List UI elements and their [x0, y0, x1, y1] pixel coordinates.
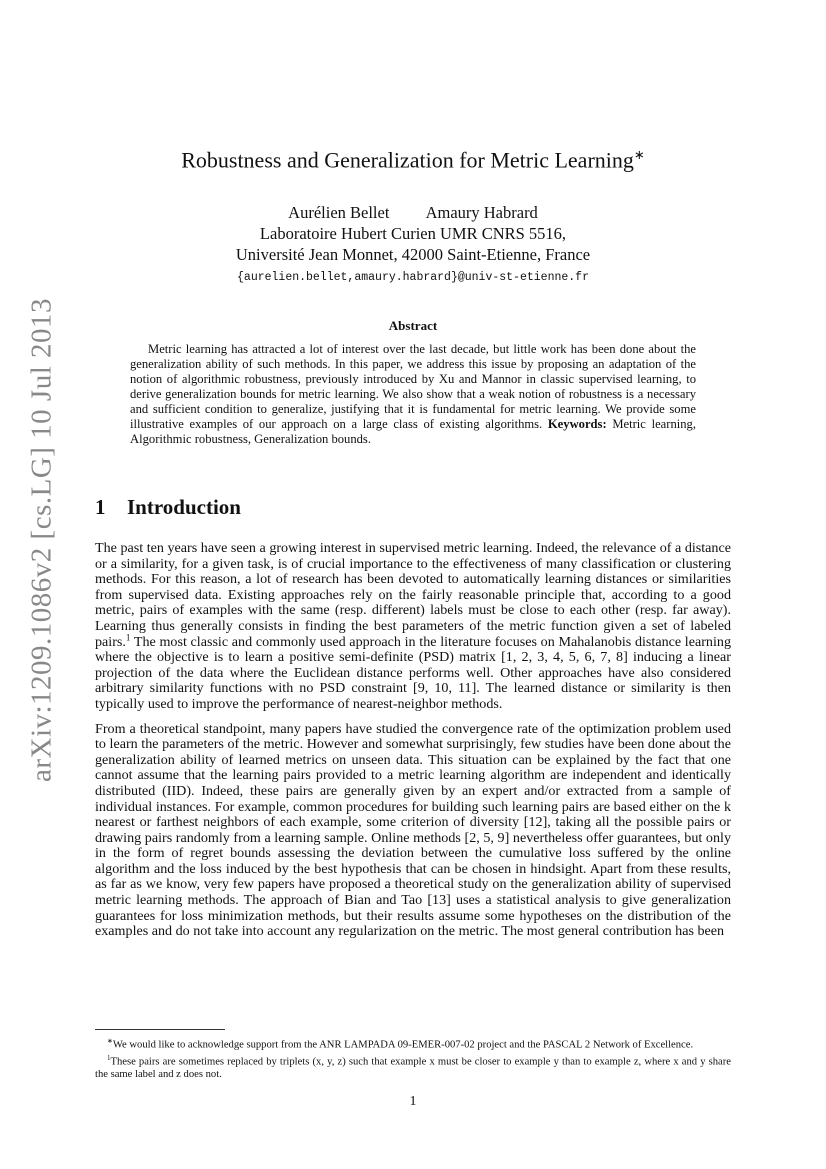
abstract-text: [130, 342, 696, 447]
footnote: [95, 1035, 731, 1052]
author-block: [95, 202, 731, 288]
section-heading: [95, 495, 241, 520]
footnote: [95, 1052, 731, 1082]
footnote-text: These pairs are sometimes replaced by triplets (x, y, z) such that example x must be closer to example y than to example z, where x and y share the same label and z does not.: [95, 1056, 731, 1081]
keywords-text: Metric learning, Algorithmic robustness, Generalization bounds.: [130, 417, 696, 446]
abstract-block: [130, 318, 696, 447]
footnote-mark: 1: [107, 1054, 111, 1063]
arxiv-identifier-text: arXiv:1209.1086v2 [cs.LG] 10 Jul 2013: [25, 297, 58, 783]
author-email: {aurelien.bellet,amaury.habrard}@univ-st-etienne.fr: [237, 271, 589, 284]
paper-title-text: Robustness and Generalization for Metric Learning: [181, 147, 634, 173]
footnote-mark: ∗: [107, 1037, 113, 1045]
keywords-label: Keywords:: [547, 417, 607, 431]
footnote-rule: [95, 1029, 225, 1030]
abstract-heading: Abstract: [388, 318, 438, 333]
body-text: [95, 541, 731, 949]
footnote-reference: 1: [125, 631, 131, 642]
footnote-text: We would like to acknowledge support from the ANR LAMPADA 09-EMER-007-02 project and the PASCAL 2 Network of Excellence.: [112, 1039, 694, 1051]
section-title: Introduction: [127, 495, 241, 519]
author-names: [95, 202, 731, 223]
author-name: Amaury Habrard: [425, 203, 538, 222]
page-number: 1: [409, 1094, 417, 1109]
author-name: Aurélien Bellet: [288, 203, 390, 222]
title-footnote-mark: ∗: [633, 147, 645, 162]
paragraph: [95, 541, 731, 713]
paragraph-part: The past ten years have seen a growing interest in supervised metric learning. Indeed, the relevance of a distance or a similarity, for a given task, is of crucial importance to the effectiveness of many classification or clustering methods. For this reason, a lot of research has been devoted to automatically learning distances or similarities from supervised data. Existing approaches rely on the fairly reasonable principle that, according to a good metric, pairs of examples with the same (resp. different) labels must be close to each other (resp. far away). Learning thus generally consists in finding the best parameters of the metric function given a set of labeled pairs.: [95, 540, 731, 650]
paper-title: [95, 147, 731, 173]
paragraph-part: The most classic and commonly used approach in the literature focuses on Mahalanobis distance learning where the objective is to learn a positive semi-definite (PSD) matrix [1, 2, 3, 4, 5, 6, 7, 8] inducing a linear projection of the data where the Euclidean distance performs well. Other approaches have also considered arbitrary similarity functions with no PSD constraint [9, 10, 11]. The learned distance or similarity is then typically used to improve the performance of nearest-neighbor methods.: [95, 633, 731, 712]
paragraph: From a theoretical standpoint, many papers have studied the convergence rate of the optimization problem used to learn the parameters of the metric. However and somewhat surprisingly, few studies have been done about the generalization ability of learned metrics on unseen data. This situation can be explained by the fact that one cannot assume that the learning pairs provided to a metric learning algorithm are independent and identically distributed (IID). Indeed, these pairs are generally given by an expert and/or extracted from a sample of individual instances. For example, common procedures for building such learning pairs are based either on the k nearest or farthest neighbors of each example, some criterion of diversity [12], taking all the possible pairs or drawing pairs randomly from a learning sample. Online methods [2, 5, 9] nevertheless offer guarantees, but only in the form of regret bounds assessing the deviation between the cumulative loss suffered by the online algorithm and the loss induced by the best hypothesis that can be chosen in hindsight. Apart from these results, as far as we know, very few papers have proposed a theoretical study on the generalization ability of supervised metric learning methods. The approach of Bian and Tao [13] uses a statistical analysis to give generalization guarantees for loss minimization methods, but their results assume some hypotheses on the distribution of the examples and do not take into account any regularization on the metric. The most general contribution has been: [95, 720, 731, 940]
section-number: 1: [95, 495, 106, 519]
arxiv-identifier: [14, 0, 70, 1169]
affiliation-line: Laboratoire Hubert Curien UMR CNRS 5516,: [259, 224, 567, 243]
affiliation-line: Université Jean Monnet, 42000 Saint-Etienne, France: [235, 245, 591, 264]
footnotes: [95, 1035, 731, 1082]
abstract-body: Metric learning has attracted a lot of interest over the last decade, but little work has been done about the generalization ability of such methods. In this paper, we address this issue by proposing an adaptation of the notion of algorithmic robustness, previously introduced by Xu and Mannor in classic supervised learning, to derive generalization bounds for metric learning. We also show that a weak notion of robustness is a necessary and sufficient condition to generalize, justifying that it is fundamental for metric learning. We provide some illustrative examples of our approach on a large class of existing algorithms.: [130, 342, 696, 431]
